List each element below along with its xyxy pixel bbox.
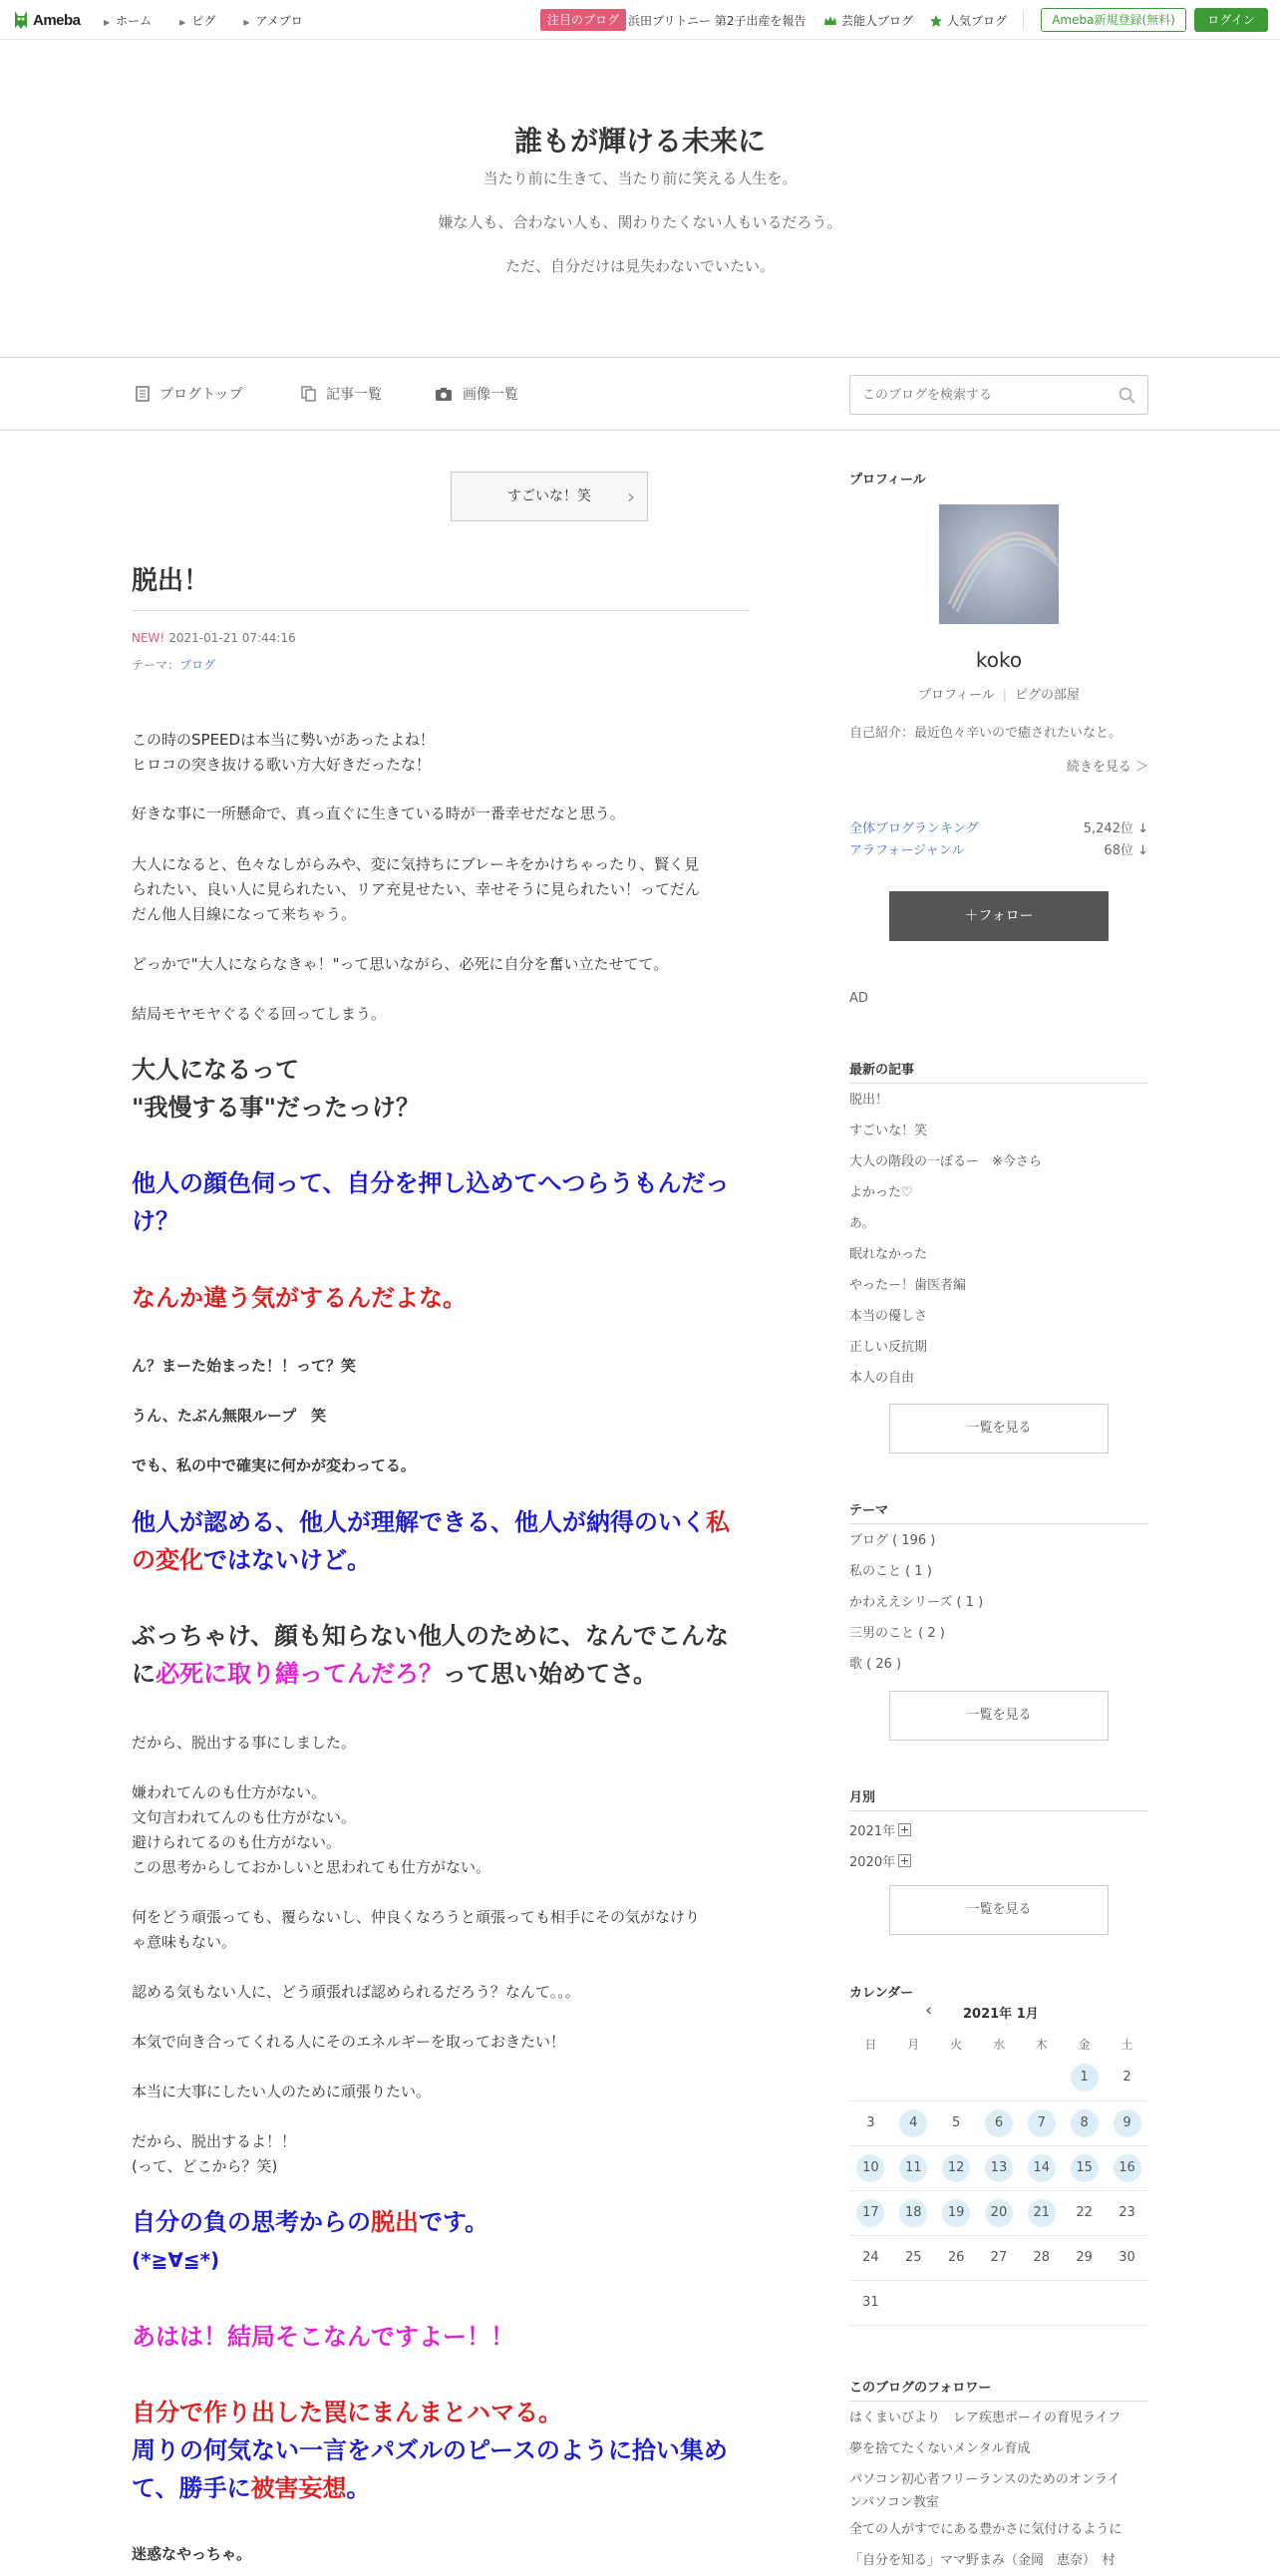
calendar-day: 3 (849, 2100, 892, 2145)
crown-icon (823, 15, 837, 27)
calendar-day[interactable]: 14 (1020, 2145, 1063, 2190)
text-line: 周りの何気ない一言をパズルのピースのように拾い集め (132, 2436, 728, 2464)
ameba-logo[interactable] (12, 7, 81, 33)
theme-item[interactable]: 歌 ( 26 ) (849, 1657, 902, 1672)
document-icon (136, 386, 150, 402)
text-line: け？ (132, 1207, 179, 1235)
register-button[interactable]: Ameba新規登録(無料) (1041, 8, 1186, 32)
calendar-day[interactable]: 1 (1063, 2056, 1106, 2100)
weekday-label: 火 (950, 2037, 963, 2052)
blog-nav (0, 357, 1280, 431)
text-span: 自分の負の思考からの (132, 2208, 371, 2236)
text-line: 嫌われてんのも仕方がない。 (132, 1783, 327, 1801)
emphasis-heading: あはは！結局そこなんですよー！！ (132, 2323, 514, 2351)
text-span: 他人が認める、他人が理解できる、他人が納得のいく (132, 1508, 706, 1536)
latest-article-link[interactable]: 大人の階段の一ぼるー ※今さら (849, 1154, 1042, 1169)
follow-button[interactable]: ＋フォロー (889, 891, 1109, 941)
calendar-day[interactable]: 20 (978, 2190, 1021, 2235)
theme-label: テーマ： (132, 658, 180, 672)
avatar[interactable] (939, 504, 1059, 624)
follower-blog-link[interactable]: 全ての人がすでにある豊かさに気付けるように (849, 2522, 1122, 2537)
calendar-day[interactable]: 21 (1020, 2190, 1063, 2235)
self-introduction: 自己紹介：最近色々辛いので癒されたいなと。 (849, 726, 1122, 741)
global-nav (104, 12, 303, 29)
blog-title[interactable]: 誰もが輝ける未来に (513, 125, 766, 158)
theme-item[interactable]: ブログ ( 196 ) (849, 1533, 936, 1548)
new-badge: NEW! (132, 631, 165, 645)
emphasis-heading (132, 1164, 750, 1240)
theme-link[interactable]: ブログ (179, 658, 216, 672)
text-line: 他人の顔色伺って、自分を押し込めてへつらうもんだっ (132, 1169, 730, 1197)
expand-icon[interactable] (898, 1854, 911, 1867)
blog-description-line: 嫌な人も、合わない人も、関わりたくない人もいるだろう。 (438, 213, 842, 231)
paragraph: だから、脱出する事にしました。 (132, 1734, 357, 1752)
profile-link[interactable]: プロフィール (917, 688, 995, 703)
follower-blog-link[interactable]: 「自分を知る」ママ野まみ（金岡 恵奈） 村 (849, 2553, 1116, 2568)
emphasis-heading (132, 2394, 750, 2507)
calendar-day: 22 (1063, 2190, 1106, 2235)
latest-article-link[interactable]: よかった♡ (849, 1185, 913, 1200)
copy-icon (301, 386, 316, 402)
theme-item[interactable]: 私のこと ( 1 ) (849, 1564, 932, 1579)
caret-right-icon: ▶ (104, 18, 111, 27)
read-more-link[interactable]: 続きを見る ＞ (1066, 760, 1148, 775)
text-span: て、勝手に (132, 2474, 251, 2502)
calendar-month-title: 2021年 1月 (963, 2007, 1039, 2022)
featured-blog-link[interactable]: 浜田ブリトニー 第2子出産を報告 (628, 14, 806, 28)
nav-ameblo[interactable] (243, 12, 302, 29)
rainbow-sky-image (939, 504, 1059, 624)
image-list-link[interactable] (435, 384, 518, 404)
calendar-day: 5 (935, 2100, 978, 2145)
paragraph (132, 852, 750, 927)
divider (849, 2401, 1148, 2402)
calendar-heading: カレンダー (849, 1986, 914, 2001)
ranking-label: 全体ブログランキング (849, 821, 979, 836)
calendar-day[interactable]: 12 (935, 2145, 978, 2190)
ad-label: AD (849, 991, 868, 1006)
chevron-left-icon[interactable]: ‹ (925, 2000, 933, 2021)
paragraph: 本気で向き合ってくれる人にそのエネルギーを取っておきたい！ (132, 2033, 566, 2051)
calendar-day: 27 (978, 2235, 1021, 2280)
caret-right-icon: ▶ (243, 18, 250, 27)
latest-article-link[interactable]: やったー！歯医者編 (849, 1278, 967, 1293)
text-line: 避けられてるのも仕方がない。 (132, 1833, 342, 1851)
ranking-row[interactable] (849, 817, 1148, 836)
divider (849, 1083, 1148, 1084)
article-date: 2021-01-21 07:44:16 (168, 631, 296, 645)
text-span: 被害妄想 (250, 2474, 347, 2502)
latest-article-link[interactable]: 本当の優しさ (849, 1309, 928, 1324)
nav-label: ホーム (116, 14, 153, 28)
text-span: に (132, 1660, 156, 1688)
blog-search (849, 375, 1148, 415)
text-line: られたい、良い人に見られたい、リア充見せたい、幸せそうに見られたい！ってだん (132, 880, 701, 898)
text-line: ぶっちゃけ、顔も知らない他人のために、なんでこんな (132, 1622, 730, 1650)
search-icon[interactable] (1119, 387, 1135, 404)
latest-article-link[interactable]: すごいな！笑 (849, 1124, 928, 1138)
nav-home[interactable] (104, 12, 152, 29)
followers-list (849, 2403, 1148, 2576)
search-input[interactable] (850, 376, 1100, 414)
text-line: 大人になると、色々なしがらみや、変に気持ちにブレーキをかけちゃったり、賢く見 (132, 855, 700, 873)
text-line: この思考からしておかしいと思われても仕方がない。 (132, 1858, 491, 1876)
bold-line: 迷惑なやっちゃ。 (132, 2545, 252, 2563)
calendar-nav (849, 2000, 1148, 2024)
featured-badge: 注目のブログ (540, 9, 626, 31)
emphasis-heading (132, 1617, 750, 1693)
monthly-heading: 月別 (849, 1790, 876, 1805)
popular-blog-link[interactable] (929, 12, 1007, 29)
bold-line: うん、たぶん無限ループ 笑 (132, 1407, 327, 1425)
latest-article-link[interactable]: 本人の自由 (849, 1371, 915, 1386)
bold-line: でも、私の中で確実に何かが変わってる。 (132, 1456, 416, 1474)
text-span: 私 (706, 1508, 730, 1536)
calendar-day: 30 (1106, 2235, 1148, 2280)
profile-heading: プロフィール (849, 473, 926, 487)
divider (849, 1523, 1148, 1524)
paragraph: どっかで"大人にならなきゃ！"って思いながら、必死に自分を奮い立たせてて。 (132, 955, 669, 973)
text-span: 必死に取り繕ってんだろ？ (156, 1660, 443, 1688)
article-meta (132, 631, 296, 645)
logo-text: Ameba (33, 11, 81, 29)
text-line: 文句言われてんのも仕方がない。 (132, 1808, 357, 1826)
text-line: (って、どこから？笑) (132, 2157, 278, 2175)
text-span: です。 (419, 2208, 489, 2236)
login-button[interactable]: ログイン (1194, 8, 1268, 32)
text-span: って思い始めてさ。 (443, 1660, 658, 1688)
text-line: だん他人目線になって来ちゃう。 (132, 905, 357, 923)
emphasis-heading (132, 2203, 750, 2279)
image-list-label: 画像一覧 (463, 387, 518, 403)
divider (132, 610, 750, 611)
calendar-day: 29 (1063, 2235, 1106, 2280)
paragraph (132, 1905, 750, 1955)
paragraph: 結局モヤモヤぐるぐる回ってしまう。 (132, 1005, 387, 1023)
latest-article-link[interactable]: あ。 (849, 1216, 875, 1231)
calendar-day[interactable]: 15 (1063, 2145, 1106, 2190)
article-list-link[interactable] (301, 384, 382, 404)
star-icon (929, 14, 943, 28)
see-all-articles-button[interactable]: 一覧を見る (889, 1404, 1109, 1453)
calendar-day: 2 (1106, 2056, 1148, 2100)
calendar (849, 2032, 1148, 2326)
divider (1023, 10, 1024, 30)
calendar-day[interactable]: 4 (892, 2100, 935, 2145)
calendar-day[interactable]: 6 (978, 2100, 1021, 2145)
calendar-day: 23 (1106, 2190, 1148, 2235)
text-line: "我慢する事"だったっけ？ (132, 1094, 421, 1122)
text-line: ゃ意味もない。 (132, 1933, 237, 1951)
ranking-label: アラフォージャンル (849, 843, 965, 858)
bold-line: ん？まーた始まった！！って？笑 (132, 1357, 357, 1375)
emphasis-heading (132, 1503, 750, 1579)
text-line: 何をどう頑張っても、覆らないし、仲良くなろうと頑張っても相手にその気がなけり (132, 1908, 701, 1926)
adjacent-article-label: すごいな！笑 (507, 488, 591, 504)
calendar-day[interactable]: 17 (849, 2190, 892, 2235)
nav-label: ピグ (191, 14, 216, 28)
text-line: 大人になるって (132, 1056, 299, 1084)
see-all-themes-button[interactable]: 一覧を見る (889, 1691, 1109, 1741)
ranking-value: 5,242位 ↓ (1083, 821, 1148, 836)
blog-header (0, 40, 1280, 357)
month-label: 2021年 (849, 1824, 896, 1839)
see-all-months-button[interactable]: 一覧を見る (889, 1885, 1109, 1935)
article-title[interactable]: 脱出！ (132, 566, 210, 596)
calendar-day[interactable]: 8 (1063, 2100, 1106, 2145)
calendar-day[interactable]: 19 (935, 2190, 978, 2235)
latest-article-link[interactable]: 眠れなかった (849, 1247, 928, 1262)
calendar-day[interactable]: 16 (1106, 2145, 1148, 2190)
emoticon: (*≧∀≦*) (132, 2248, 220, 2272)
article-theme (132, 656, 215, 673)
month-label: 2020年 (849, 1855, 896, 1870)
ranking-row[interactable] (849, 839, 1148, 858)
calendar-day[interactable]: 13 (978, 2145, 1021, 2190)
calendar-day: 31 (849, 2280, 892, 2325)
text-line: だから、脱出するよ！！ (132, 2132, 297, 2150)
theme-item[interactable]: かわええシリーズ ( 1 ) (849, 1595, 984, 1610)
nav-pigg[interactable] (179, 12, 215, 29)
paragraph: 認める気もない人に、どう頑張れば認められるだろう？なんて。。。 (132, 1983, 580, 2001)
text-span: の変化 (132, 1546, 203, 1574)
calendar-day: 25 (892, 2235, 935, 2280)
calendar-day[interactable]: 18 (892, 2190, 935, 2235)
calendar-day: 24 (849, 2235, 892, 2280)
expand-icon[interactable] (898, 1823, 911, 1836)
paragraph: 本当に大事にしたい人のために頑張りたい。 (132, 2083, 432, 2100)
article-list-label: 記事一覧 (326, 387, 382, 403)
calendar-day[interactable]: 11 (892, 2145, 935, 2190)
caret-right-icon: ▶ (179, 18, 186, 27)
weekday-label: 水 (992, 2037, 1005, 2052)
paragraph (132, 1780, 750, 1880)
paragraph (132, 728, 750, 778)
themes-list (849, 1525, 1148, 1680)
theme-item[interactable]: 三男のこと ( 2 ) (849, 1626, 945, 1641)
follower-blog-link[interactable]: ンパソコン教室 (849, 2495, 939, 2510)
profile-name[interactable]: koko (975, 648, 1023, 672)
pigg-room-link[interactable]: ピグの部屋 (1015, 688, 1081, 703)
calendar-day[interactable]: 10 (849, 2145, 892, 2190)
text-span: 脱出 (371, 2208, 419, 2236)
global-header (0, 0, 1280, 40)
celebrity-blog-label: 芸能人ブログ (841, 14, 914, 28)
emphasis-heading: なんか違う気がするんだよな。 (132, 1284, 467, 1312)
latest-article-link[interactable]: 正しい反抗期 (849, 1340, 928, 1355)
nav-label: アメブロ (255, 14, 303, 28)
text-span: 。 (346, 2474, 371, 2502)
latest-articles-list (849, 1085, 1148, 1394)
follower-blog-link[interactable]: 夢を捨てたくないメンタル育成 (849, 2441, 1031, 2456)
paragraph (132, 2129, 750, 2179)
followers-heading: このブログのフォロワー (849, 2381, 992, 2396)
latest-article-link[interactable]: 脱出！ (849, 1093, 889, 1108)
blog-top-label: ブログトップ (160, 387, 243, 403)
adjacent-article-link[interactable] (451, 472, 648, 521)
month-item[interactable] (849, 1851, 911, 1870)
calendar-day: 26 (935, 2235, 978, 2280)
blog-description-line: 当たり前に生きて、当たり前に笑える人生を。 (482, 169, 798, 187)
text-line: この時のSPEEDは本当に勢いがあったよね！ (132, 731, 435, 749)
paragraph: 好きな事に一所懸命で、真っ直ぐに生きている時が一番幸せだなと思う。 (132, 805, 625, 822)
profile-links (849, 684, 1148, 703)
ranking-value: 68位 ↓ (1104, 843, 1148, 858)
popular-blog-label: 人気ブログ (947, 14, 1008, 28)
ameba-mascot-icon (12, 8, 30, 32)
calendar-day[interactable]: 7 (1020, 2100, 1063, 2145)
divider (849, 1810, 1148, 1811)
camera-icon (435, 387, 453, 402)
follower-blog-link[interactable]: はくまいびより レア疾患ボーイの育児ライフ (849, 2411, 1121, 2425)
chevron-right-icon: › (627, 484, 635, 508)
text-line: ヒロコの突き抜ける歌い方大好きだったな！ (132, 756, 432, 774)
divider: | (1002, 688, 1008, 703)
calendar-day: 28 (1020, 2235, 1063, 2280)
text-line: 自分で作り出した罠にまんまとハマる。 (132, 2399, 562, 2426)
themes-heading: テーマ (849, 1503, 889, 1518)
weekday-label: 日 (864, 2037, 877, 2052)
weekday-label: 木 (1035, 2037, 1048, 2052)
text-span: ではないけど。 (203, 1546, 371, 1574)
emphasis-heading (132, 1051, 750, 1127)
month-item[interactable] (849, 1820, 911, 1839)
weekday-label: 月 (907, 2037, 920, 2052)
weekday-label: 土 (1120, 2037, 1133, 2052)
weekday-label: 金 (1078, 2037, 1091, 2052)
blog-description-line: ただ、自分だけは見失わないでいたい。 (504, 257, 775, 275)
calendar-day[interactable]: 9 (1106, 2100, 1148, 2145)
latest-articles-heading: 最新の記事 (849, 1063, 915, 1078)
celebrity-blog-link[interactable] (823, 12, 913, 29)
blog-top-link[interactable] (136, 384, 243, 404)
follower-blog-link[interactable]: パソコン初心者フリーランスのためのオンライ (849, 2472, 1120, 2487)
